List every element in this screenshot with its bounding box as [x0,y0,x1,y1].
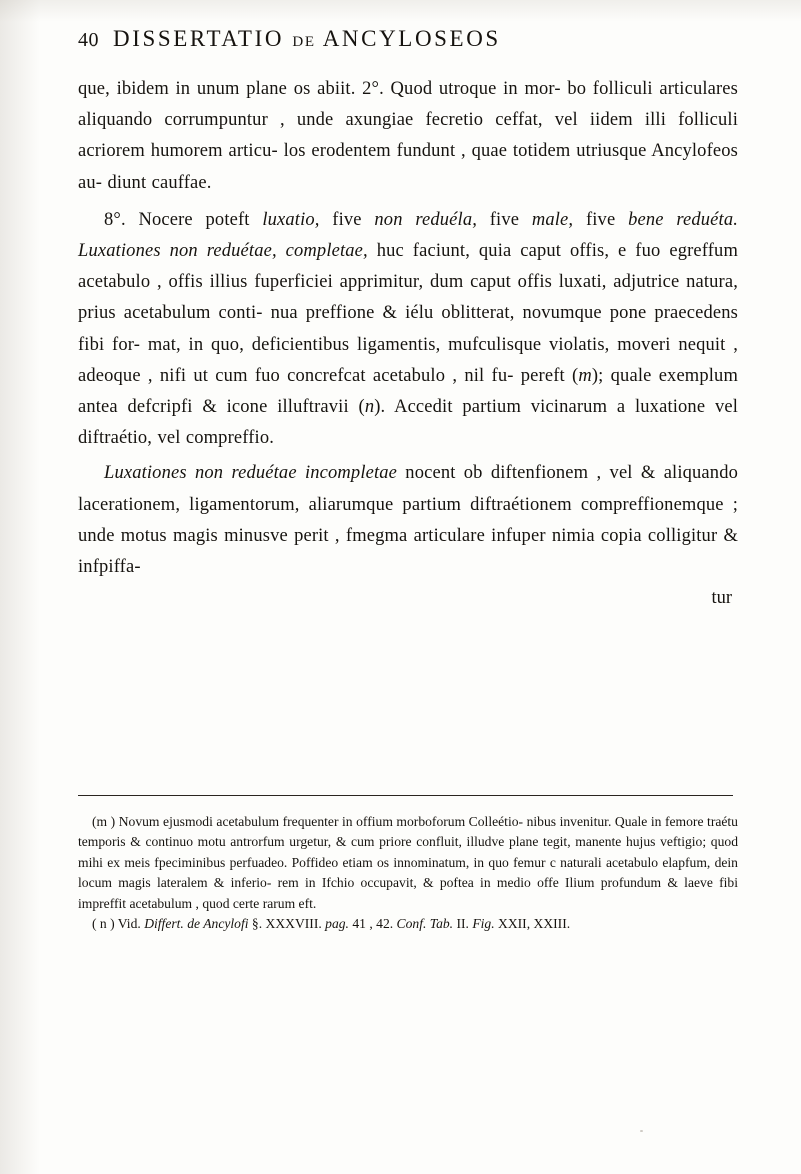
p2-line3: offis, e fuo egreffum acetabulo , offis illius fuperficiei apprimitur, [78,241,738,293]
running-header [78,26,738,52]
footnote-n-line1d: II. [453,916,469,932]
p3-line1b: nocent ob diftenfionem , [397,463,602,484]
p3-line3: diftraétionem compreffionemque ; unde motus magis minusve [78,494,739,546]
p2-line9: Accedit partium vicinarum a luxatione vel diftraétio, vel compreffio. [78,397,738,449]
page-edge-shadow-left [0,0,40,1174]
footnote-n-marker: ( n ) [92,916,115,932]
running-head-main: DISSERTATIO [113,26,285,51]
p2-term-non-reducta: non reduéla, [374,209,477,230]
page-edge-shadow-top [0,0,801,22]
footnote-n-fig: Fig. [472,916,495,932]
catchword: tur [711,588,732,609]
p2-term-male: male, [531,209,574,230]
p2-line1d: five [573,209,629,230]
p3-line2: vel & aliquando lacerationem, ligamentorum, aliarumque partium [78,463,738,515]
p2-line7: nequit , adeoque , nifi ut cum fuo concrefcat acetabulo , nil fu- [78,334,738,386]
running-head-de: DE [292,34,316,50]
p1-item-number: 2°. [362,79,384,99]
p2-term-bene: bene [628,209,664,230]
running-head-subject: ANCYLOSEOS [322,26,501,51]
p2-line6: mat, in quo, deficientibus ligamentis, mufculisque violatis, moveri [147,334,671,355]
p3-line4: perit , fmegma articulare infuper nimia copia colligitur & infpiffa- [78,525,738,578]
p1-line1b: Quod utroque in mor- [390,79,561,99]
footnote-n [78,914,738,934]
footnote-n-conf-tab: Conf. Tab. [396,916,454,932]
footnote-m-line4: quod mihi ex meis fpeciminibus perfuadeo. Poffideo etiam os innominatum, in [78,834,738,870]
footnote-m-marker: (m ) [92,814,116,829]
footnote-n-line1c: 41 , 42. [348,916,397,932]
paragraph-2 [78,205,738,455]
footnote-m-line5: quo femur c naturali acetabulo elapfum, dein locum magis lateralem & inferio- [78,854,738,891]
footnote-m-line2: nibus invenitur. Quale in femore traétu temporis & continuo motu antrorfum [78,814,738,850]
p2-term-luxatio: luxatio, [262,209,320,230]
footnote-n-line2: XXII, XXIII. [494,916,571,932]
p1-line2: bo folliculi articulares aliquando corrumpuntur , unde axungiae [78,79,739,131]
p2-line8c: ). [374,397,386,418]
footnote-n-pag: pag. [325,916,349,932]
footnote-m-line3: urgetur, & cum priore confluit, illudve plane tegit, manente hujus veftigio; [289,834,707,850]
footnotes-block [78,812,738,934]
folio-number: 40 [78,29,99,51]
paragraph-1 [78,74,738,199]
p1-line3: fecretio ceffat, vel iidem illi folliculi acriorem humorem articu- [78,110,738,162]
p2-line5: nua preffione & iélu oblitterat, novumque pone praecedens fibi for- [78,303,739,355]
p2-line1c: five [477,209,532,230]
p2-line1a: Nocere poteft [138,209,263,230]
p1-line1a: que, ibidem in unum plane os abiit. [78,79,356,99]
footnote-m-line1: Novum ejusmodi acetabulum frequenter in offium morboforum Colleétio- [115,814,524,829]
p2-term-luxationes: Luxationes non reduétae, completae, [78,241,368,262]
footnote-m [78,812,738,914]
page-content [78,26,738,614]
p2-line8b: ); quale exemplum antea defcripfi & icone illuftravii ( [78,365,738,418]
footnote-ref-n: n [364,397,375,418]
p2-line2b: huc faciunt, quia caput [367,241,562,262]
p2-line4: dum caput offis luxati, adjutrice natura, prius acetabulum conti- [78,272,739,324]
p1-line5: diunt cauffae. [107,172,212,193]
footnote-m-line6: rem in Ifchio occupavit, & poftea in medio offe Ilium profundum & laeve fibi [277,875,738,891]
p2-item-number: 8°. [104,209,126,230]
running-head [113,26,501,52]
p2-line8a: pereft ( [520,365,579,386]
scan-speck [640,1130,643,1132]
footnote-divider [78,795,733,796]
footnote-n-title: Differt. de Ancylofi [144,916,249,932]
p3-term-luxationes-incompletae: Luxationes non reduétae incompletae [104,463,398,484]
p1-line4: los erodentem fundunt , quae totidem utriusque Ancylofeos au- [78,141,739,193]
footnote-n-line1a: Vid. [114,916,145,932]
p2-term-reducta: reduéta. [676,209,738,230]
p2-line1b: five [319,209,375,230]
footnote-n-line1b: §. XXXVIII. [248,916,326,932]
paragraph-3 [78,458,738,583]
footnote-ref-m: m [578,365,592,386]
footnote-m-line7: impreffit acetabulum , quod certe rarum eft. [78,895,317,911]
